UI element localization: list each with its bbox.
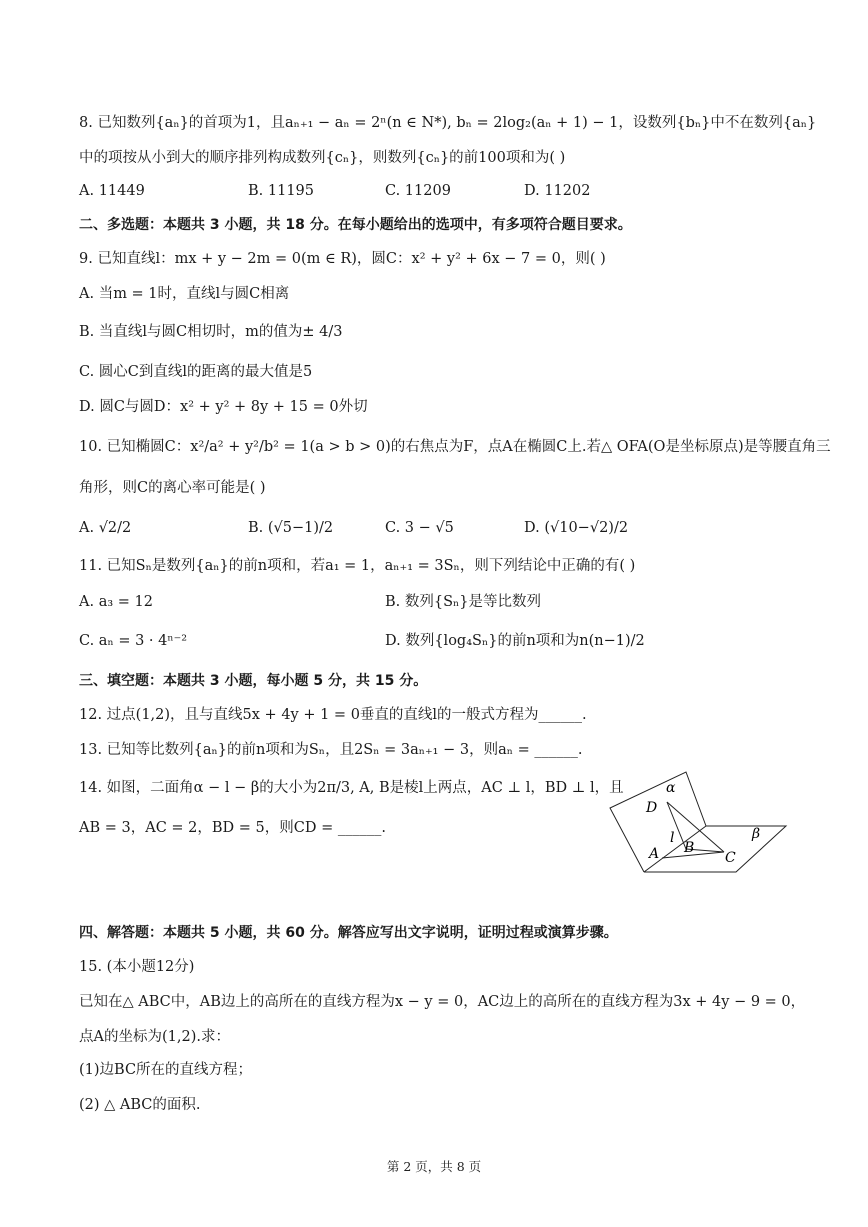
q8-option-a: A. 11449: [79, 183, 145, 199]
dihedral-angle-figure: [606, 768, 790, 880]
q8-option-d: D. 11202: [524, 183, 591, 199]
q15-line2: 点A的坐标为(1,2).求：: [79, 1029, 230, 1045]
q9-option-a: A. 当m = 1时，直线l与圆C相离: [79, 286, 290, 302]
section-2-heading: 二、多选题：本题共 3 小题，共 18 分。在每小题给出的选项中，有多项符合题目要求。: [79, 217, 632, 233]
label-c: C: [725, 850, 736, 866]
q11-option-a: A. a₃ = 12: [79, 594, 153, 610]
label-d: D: [646, 800, 658, 816]
q11-option-b: B. 数列{Sₙ}是等比数列: [385, 594, 542, 610]
label-a: A: [649, 846, 660, 862]
q9-option-d: D. 圆C与圆D：x² + y² + 8y + 15 = 0外切: [79, 399, 368, 415]
q14-line2: AB = 3，AC = 2，BD = 5，则CD = ______.: [79, 820, 386, 836]
q11-option-d: D. 数列{log₄Sₙ}的前n项和为n(n−1)/2: [385, 633, 645, 649]
q14-line1: 14. 如图，二面角α − l − β的大小为2π/3, A, B是棱l上两点，AC ⊥ l，BD ⊥ l，且: [79, 780, 624, 796]
q10-option-a: A. √2/2: [79, 520, 132, 536]
q9-option-b: B. 当直线l与圆C相切时，m的值为± 4/3: [79, 324, 343, 340]
q8-option-c: C. 11209: [385, 183, 451, 199]
q15-header: 15. (本小题12分): [79, 959, 195, 975]
label-b: B: [684, 840, 695, 856]
q10-option-b: B. (√5−1)/2: [248, 520, 334, 536]
q8-line2: 中的项按从小到大的顺序排列构成数列{cₙ}，则数列{cₙ}的前100项和为( ): [79, 150, 566, 166]
q10-option-c: C. 3 − √5: [385, 520, 454, 536]
q10-option-d: D. (√10−√2)/2: [524, 520, 629, 536]
q10-line1: 10. 已知椭圆C：x²/a² + y²/b² = 1(a > b > 0)的右焦点为F，点A在椭圆C上.若△ OFA(O是坐标原点)是等腰直角三: [79, 439, 831, 455]
q9-option-c: C. 圆心C到直线l的距离的最大值是5: [79, 364, 313, 380]
section-3-heading: 三、填空题：本题共 3 小题，每小题 5 分，共 15 分。: [79, 673, 428, 689]
q12-text: 12. 过点(1,2)，且与直线5x + 4y + 1 = 0垂直的直线l的一般式方程为______.: [79, 707, 587, 723]
page-footer: 第 2 页，共 8 页: [386, 1159, 482, 1174]
q11-option-c: C. aₙ = 3 · 4ⁿ⁻²: [79, 633, 188, 649]
q8-option-b: B. 11195: [248, 183, 315, 199]
q15-line1: 已知在△ ABC中，AB边上的高所在的直线方程为x − y = 0，AC边上的高所在的直线方程为3x + 4y − 9 = 0，: [79, 994, 806, 1010]
q8-line1: 8. 已知数列{aₙ}的首项为1，且aₙ₊₁ − aₙ = 2ⁿ(n ∈ N*), bₙ = 2log₂(aₙ + 1) − 1，设数列{bₙ}中不在数列{aₙ}: [79, 115, 817, 131]
q9-stem: 9. 已知直线l：mx + y − 2m = 0(m ∈ R)，圆C：x² + y² + 6x − 7 = 0，则( ): [79, 251, 606, 267]
q13-text: 13. 已知等比数列{aₙ}的前n项和为Sₙ，且2Sₙ = 3aₙ₊₁ − 3，则aₙ = ______.: [79, 742, 583, 758]
label-beta: β: [752, 826, 761, 842]
label-l: l: [670, 830, 675, 846]
section-4-heading: 四、解答题：本题共 5 小题，共 60 分。解答应写出文字说明，证明过程或演算步骤。: [79, 925, 618, 941]
q15-part1: (1)边BC所在的直线方程；: [79, 1062, 253, 1078]
q11-stem: 11. 已知Sₙ是数列{aₙ}的前n项和，若a₁ = 1，aₙ₊₁ = 3Sₙ，则下列结论中正确的有( ): [79, 558, 636, 574]
q15-part2: (2) △ ABC的面积.: [79, 1097, 201, 1113]
label-alpha: α: [666, 780, 676, 796]
q10-line2: 角形，则C的离心率可能是( ): [79, 480, 266, 496]
